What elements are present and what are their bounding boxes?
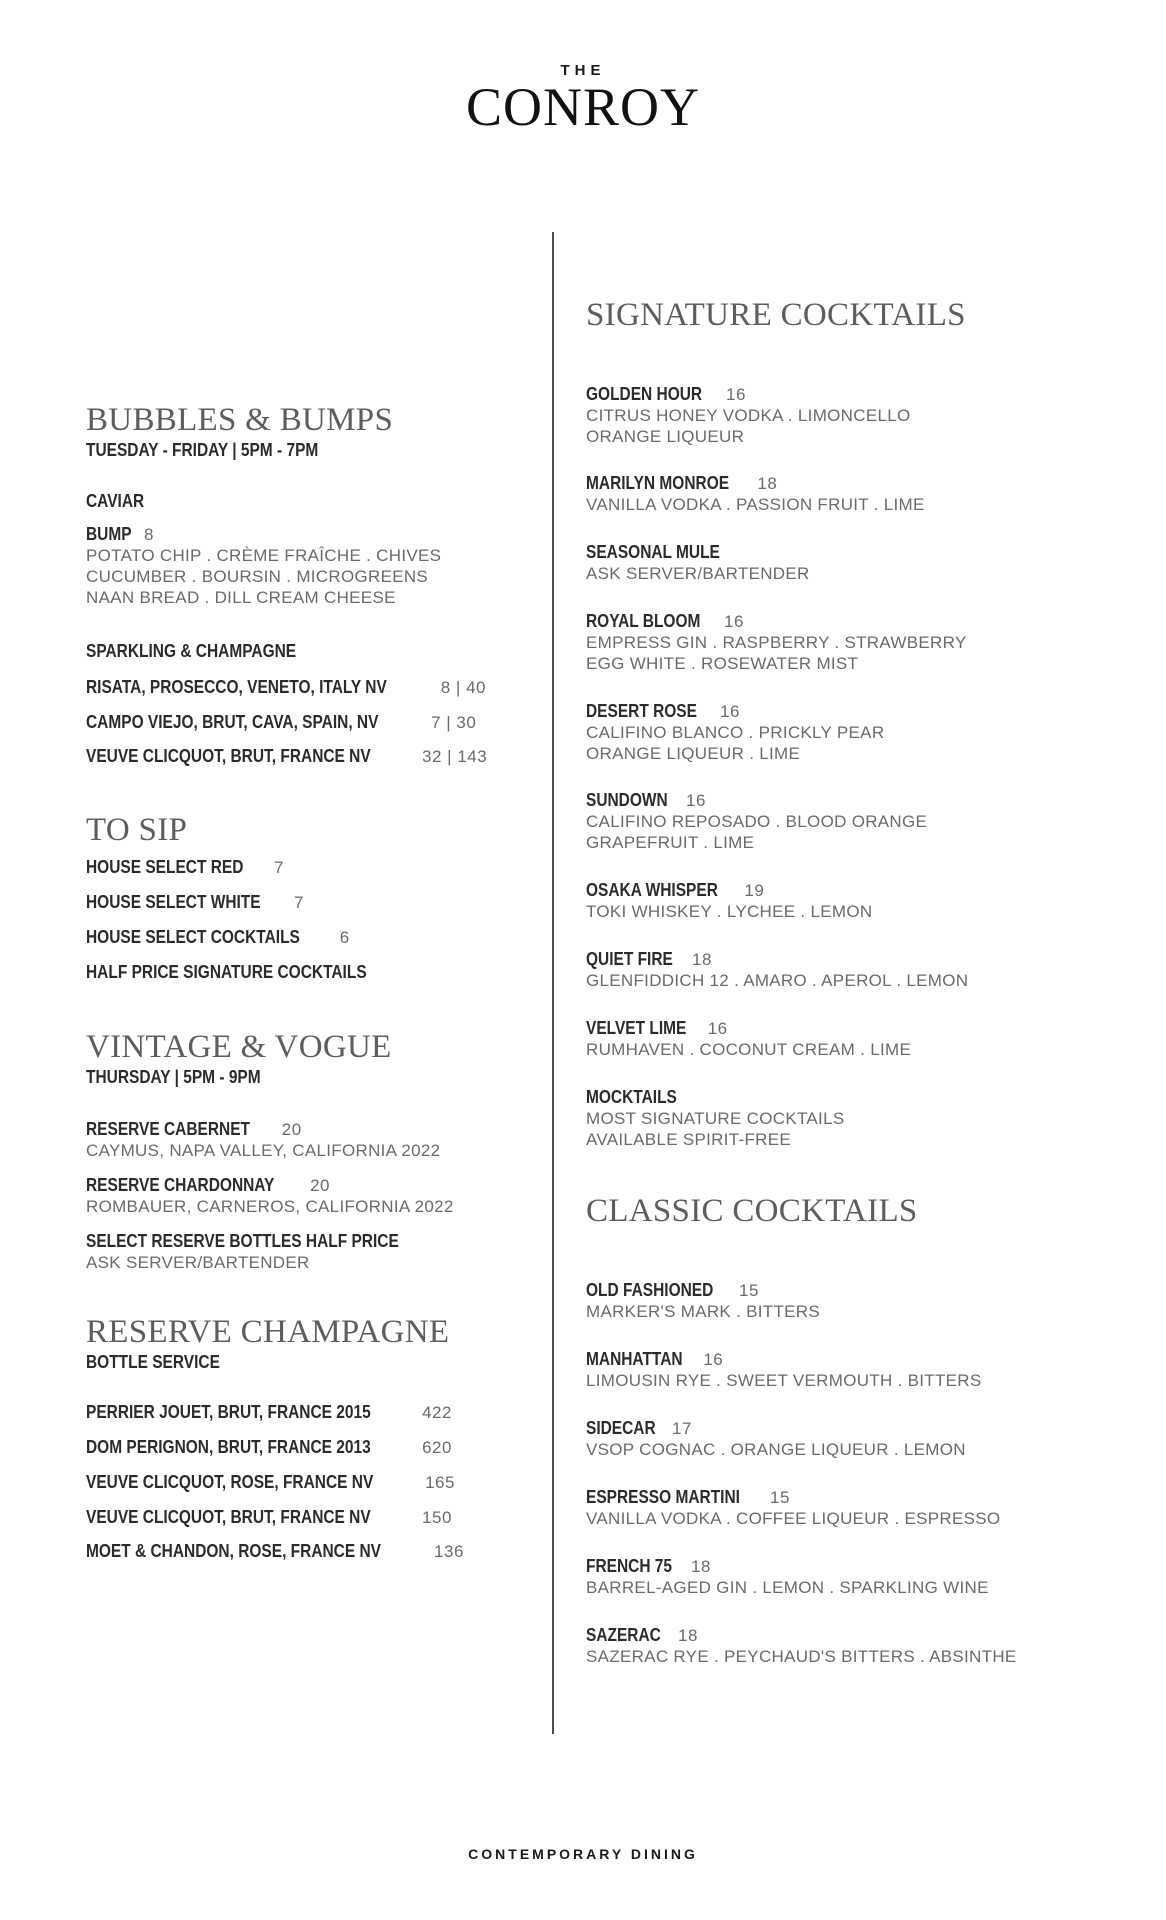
item-price: 620 — [422, 1438, 452, 1457]
footer-tagline: CONTEMPORARY DINING — [468, 1846, 698, 1862]
item-name: RESERVE CABERNET — [86, 1119, 251, 1139]
item-name: SEASONAL MULE — [586, 542, 720, 562]
item-desc: CUCUMBER . BOURSIN . MICROGREENS — [86, 567, 429, 586]
menu-item — [86, 962, 412, 983]
item-desc: CITRUS HONEY VODKA . LIMONCELLO — [586, 406, 911, 425]
item-name: FRENCH 75 — [586, 1556, 673, 1576]
item-desc: BARREL-AGED GIN . LEMON . SPARKLING WINE — [586, 1578, 989, 1597]
item-name: HOUSE SELECT WHITE — [86, 892, 261, 912]
item-name: OSAKA WHISPER — [586, 880, 718, 900]
menu-item — [586, 1018, 911, 1060]
item-price: 15 — [770, 1488, 790, 1507]
section-title-vintage: VINTAGE & VOGUE — [86, 1029, 392, 1065]
item-desc: RUMHAVEN . COCONUT CREAM . LIME — [586, 1040, 912, 1059]
item-name: VELVET LIME — [586, 1018, 687, 1038]
menu-item — [86, 1541, 464, 1562]
menu-item — [586, 1418, 966, 1460]
section-title-classic: CLASSIC COCKTAILS — [586, 1193, 918, 1229]
menu-item-bump — [86, 524, 441, 608]
item-desc: GRAPEFRUIT . LIME — [586, 833, 755, 852]
item-name: HOUSE SELECT RED — [86, 857, 244, 877]
item-name: RISATA, PROSECCO, VENETO, ITALY NV — [86, 677, 387, 697]
item-price: 16 — [707, 1019, 728, 1038]
item-desc: CAYMUS, NAPA VALLEY, CALIFORNIA 2022 — [86, 1141, 441, 1160]
item-name: VEUVE CLICQUOT, ROSE, FRANCE NV — [86, 1472, 374, 1492]
item-price: 6 — [339, 928, 350, 947]
item-price: 19 — [744, 881, 765, 900]
item-name: DOM PERIGNON, BRUT, FRANCE 2013 — [86, 1437, 371, 1457]
menu-item — [86, 1231, 450, 1273]
group-head-caviar: CAVIAR — [86, 491, 145, 511]
item-price: 18 — [678, 1626, 698, 1645]
item-desc: EGG WHITE . ROSEWATER MIST — [586, 654, 859, 673]
item-desc: CALIFINO REPOSADO . BLOOD ORANGE — [586, 812, 928, 831]
menu-item — [586, 1556, 989, 1598]
item-price: 18 — [691, 1557, 711, 1576]
item-name: OLD FASHIONED — [586, 1280, 714, 1300]
item-name: SELECT RESERVE BOTTLES HALF PRICE — [86, 1231, 399, 1251]
menu-item — [86, 1175, 454, 1217]
item-name: RESERVE CHARDONNAY — [86, 1175, 275, 1195]
menu-item — [86, 1119, 440, 1161]
item-name: SUNDOWN — [586, 790, 668, 810]
item-price: 136 — [434, 1542, 464, 1561]
menu-item — [586, 384, 911, 447]
menu-item — [86, 1402, 452, 1423]
item-name: MANHATTAN — [586, 1349, 683, 1369]
item-price: 8 — [144, 525, 154, 544]
item-name: DESERT ROSE — [586, 701, 697, 721]
item-price: 150 — [422, 1508, 452, 1527]
item-price: 17 — [672, 1419, 692, 1438]
item-name: MOET & CHANDON, ROSE, FRANCE NV — [86, 1541, 381, 1561]
item-name: SAZERAC — [586, 1625, 661, 1645]
item-price: 16 — [726, 385, 746, 404]
item-desc: NAAN BREAD . DILL CREAM CHEESE — [86, 588, 396, 607]
menu-item — [586, 542, 810, 584]
menu-item — [586, 880, 872, 922]
item-name: MARILYN MONROE — [586, 473, 730, 493]
item-desc: CALIFINO BLANCO . PRICKLY PEAR — [586, 723, 885, 742]
menu-item — [586, 1349, 982, 1391]
item-name: ROYAL BLOOM — [586, 611, 701, 631]
item-name: ESPRESSO MARTINI — [586, 1487, 740, 1507]
item-price: 18 — [757, 474, 778, 493]
menu-item — [86, 1472, 455, 1493]
item-desc: MARKER'S MARK . BITTERS — [586, 1302, 821, 1321]
item-price: 20 — [310, 1176, 330, 1195]
item-price: 32 | 143 — [422, 747, 488, 766]
item-desc: EMPRESS GIN . RASPBERRY . STRAWBERRY — [586, 633, 967, 652]
menu-item — [86, 857, 284, 878]
item-desc: ASK SERVER/BARTENDER — [586, 564, 810, 583]
item-name: BUMP — [86, 524, 132, 544]
section-title-tosip: TO SIP — [86, 812, 188, 848]
item-desc: VANILLA VODKA . PASSION FRUIT . LIME — [586, 495, 925, 514]
section-title-signature: SIGNATURE COCKTAILS — [586, 297, 966, 333]
item-price: 165 — [425, 1473, 455, 1492]
item-name: SIDECAR — [586, 1418, 656, 1438]
menu-item — [86, 1507, 452, 1528]
item-name: VEUVE CLICQUOT, BRUT, FRANCE NV — [86, 1507, 371, 1527]
menu-item — [586, 1625, 1017, 1667]
menu-item — [586, 1487, 1000, 1529]
menu-item — [586, 701, 884, 764]
section-subtitle-reserve: BOTTLE SERVICE — [86, 1352, 220, 1372]
item-name: HALF PRICE SIGNATURE COCKTAILS — [86, 962, 367, 982]
item-desc: AVAILABLE SPIRIT-FREE — [586, 1130, 792, 1149]
item-name: MOCKTAILS — [586, 1087, 677, 1107]
item-price: 16 — [724, 612, 744, 631]
item-desc: MOST SIGNATURE COCKTAILS — [586, 1109, 845, 1128]
logo-the: THE — [560, 62, 606, 79]
menu-item — [86, 746, 487, 767]
item-price: 16 — [703, 1350, 724, 1369]
menu-item — [586, 1087, 844, 1150]
section-subtitle-bubbles: TUESDAY - FRIDAY | 5PM - 7PM — [86, 440, 319, 460]
menu-item — [86, 892, 304, 913]
item-desc: SAZERAC RYE . PEYCHAUD'S BITTERS . ABSINTHE — [586, 1647, 1017, 1666]
column-divider — [552, 232, 554, 1734]
menu-item — [86, 677, 486, 698]
section-title-reserve: RESERVE CHAMPAGNE — [86, 1314, 450, 1350]
item-price: 7 | 30 — [431, 713, 477, 732]
menu-item — [586, 790, 927, 853]
menu-item — [586, 611, 966, 674]
menu-item — [86, 712, 476, 733]
menu-item — [586, 473, 925, 515]
item-desc: ORANGE LIQUEUR — [586, 427, 745, 446]
section-title-bubbles: BUBBLES & BUMPS — [86, 402, 394, 438]
menu-item — [586, 1280, 820, 1322]
item-price: 20 — [281, 1120, 302, 1139]
item-price: 15 — [739, 1281, 759, 1300]
logo-wordmark: CONROY — [465, 77, 701, 137]
item-name: HOUSE SELECT COCKTAILS — [86, 927, 300, 947]
item-desc: VANILLA VODKA . COFFEE LIQUEUR . ESPRESSO — [586, 1509, 1001, 1528]
item-desc: ASK SERVER/BARTENDER — [86, 1253, 310, 1272]
item-desc: ROMBAUER, CARNEROS, CALIFORNIA 2022 — [86, 1197, 454, 1216]
item-name: VEUVE CLICQUOT, BRUT, FRANCE NV — [86, 746, 371, 766]
item-desc: GLENFIDDICH 12 . AMARO . APEROL . LEMON — [586, 971, 969, 990]
item-desc: VSOP COGNAC . ORANGE LIQUEUR . LEMON — [586, 1440, 966, 1459]
menu-item — [86, 927, 350, 948]
item-price: 7 — [294, 893, 304, 912]
item-price: 18 — [692, 950, 712, 969]
item-desc: ORANGE LIQUEUR . LIME — [586, 744, 801, 763]
group-head-sparkling: SPARKLING & CHAMPAGNE — [86, 641, 297, 661]
item-price: 8 | 40 — [440, 678, 486, 697]
menu-item — [86, 1437, 452, 1458]
item-price: 16 — [720, 702, 740, 721]
item-name: PERRIER JOUET, BRUT, FRANCE 2015 — [86, 1402, 371, 1422]
item-price: 422 — [422, 1403, 452, 1422]
item-desc: LIMOUSIN RYE . SWEET VERMOUTH . BITTERS — [586, 1371, 982, 1390]
item-name: CAMPO VIEJO, BRUT, CAVA, SPAIN, NV — [86, 712, 379, 732]
item-price: 16 — [686, 791, 706, 810]
item-name: QUIET FIRE — [586, 949, 673, 969]
menu-item — [586, 949, 968, 991]
section-subtitle-vintage: THURSDAY | 5PM - 9PM — [86, 1067, 261, 1087]
item-desc: TOKI WHISKEY . LYCHEE . LEMON — [586, 902, 873, 921]
item-name: GOLDEN HOUR — [586, 384, 703, 404]
item-price: 7 — [274, 858, 285, 877]
item-desc: POTATO CHIP . CRÈME FRAÎCHE . CHIVES — [86, 546, 442, 565]
